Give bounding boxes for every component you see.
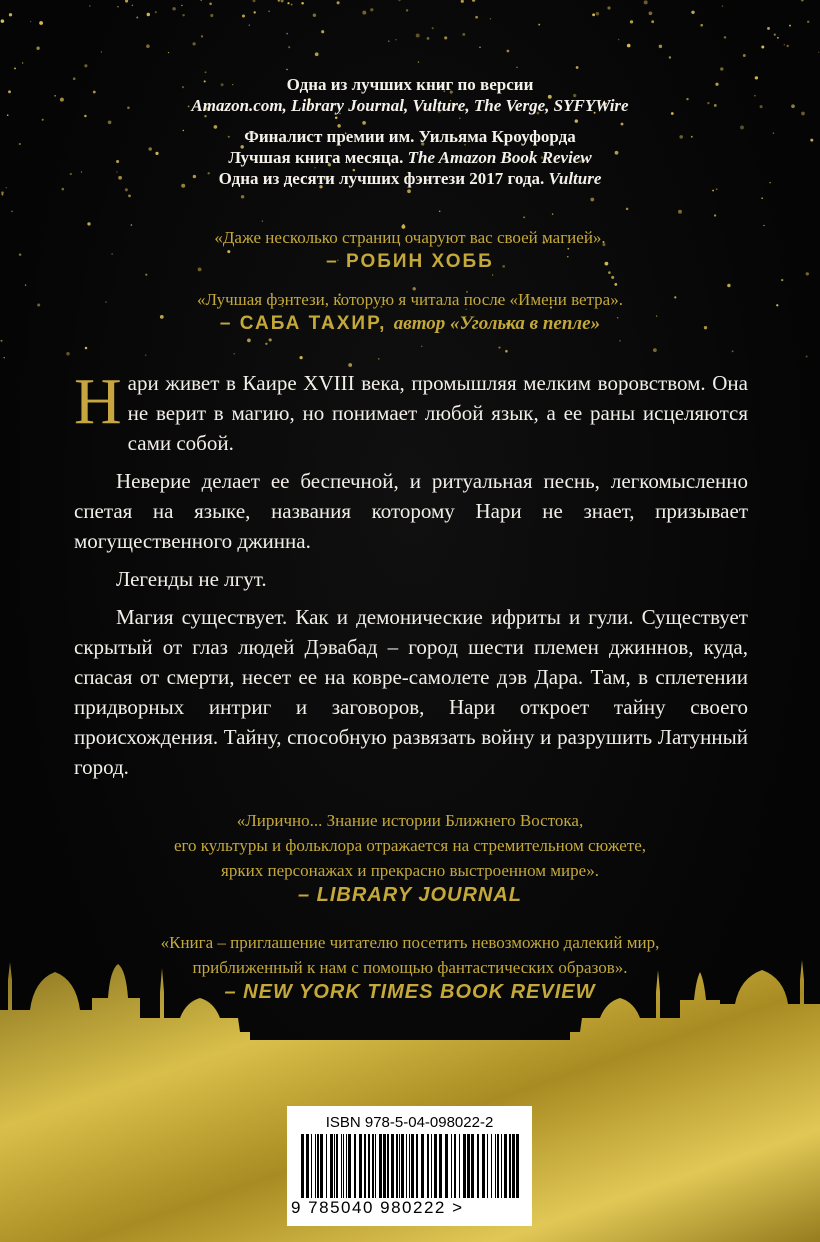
barcode-icon: [301, 1134, 521, 1202]
star: [265, 343, 267, 345]
star: [490, 18, 492, 20]
star: [421, 346, 422, 347]
star: [247, 339, 251, 343]
star: [659, 45, 662, 48]
star: [492, 274, 493, 275]
star: [85, 347, 88, 350]
star: [210, 14, 213, 17]
barcode-bar: [406, 1134, 407, 1198]
star: [406, 9, 408, 11]
award-line: Одна из лучших книг по версии: [286, 75, 534, 94]
star: [249, 25, 250, 26]
star: [714, 214, 716, 216]
star: [315, 52, 319, 56]
star: [378, 358, 379, 359]
star: [626, 208, 629, 211]
star: [461, 0, 464, 3]
barcode-bar: [495, 1134, 496, 1198]
drop-cap: Н: [74, 365, 122, 438]
barcode-bar: [501, 1134, 502, 1198]
star: [630, 20, 633, 23]
barcode-bar: [463, 1134, 466, 1198]
star: [348, 363, 352, 367]
star: [786, 45, 788, 47]
star: [727, 284, 730, 287]
barcode-bar: [359, 1134, 362, 1198]
synopsis-paragraph: Неверие делает ее беспечной, и ритуальная песнь, легкомысленно спетая на языке, названия которому Нари не знает, призывает могущественного джинна.: [74, 469, 748, 553]
star: [286, 69, 287, 70]
star: [801, 0, 804, 1]
barcode-bar: [411, 1134, 414, 1198]
star: [619, 340, 620, 341]
star: [200, 0, 202, 1]
star: [321, 30, 324, 33]
star: [507, 50, 510, 53]
quote-text: «Даже несколько страниц очаруют вас своей магией».: [214, 228, 606, 247]
barcode-bar: [401, 1134, 404, 1198]
award-line: Лучшая книга месяца. The Amazon Book Review: [228, 148, 592, 167]
award-line: Одна из десяти лучших фэнтези 2017 года. Vulture: [218, 169, 602, 188]
barcode-bar: [348, 1134, 351, 1198]
star: [806, 356, 808, 358]
star: [472, 0, 475, 2]
star: [22, 62, 23, 63]
star: [242, 15, 245, 18]
barcode-bar: [451, 1134, 452, 1198]
barcode-bar: [445, 1134, 448, 1198]
barcode-bar: [326, 1134, 327, 1198]
star: [9, 13, 12, 16]
barcode-bar: [311, 1134, 312, 1198]
star: [281, 0, 284, 2]
star: [678, 210, 682, 214]
star: [136, 17, 138, 19]
star: [732, 350, 734, 352]
barcode-bar: [334, 1134, 335, 1198]
star: [395, 39, 396, 40]
barcode-bar: [336, 1134, 338, 1198]
star: [669, 56, 671, 58]
star: [523, 216, 525, 218]
barcode-bar: [454, 1134, 456, 1198]
barcode-bar: [306, 1134, 309, 1198]
barcode-bar: [330, 1134, 333, 1198]
barcode-panel: [287, 1106, 532, 1226]
star: [25, 284, 26, 285]
star: [818, 52, 819, 53]
star: [205, 71, 207, 73]
barcode-bar: [509, 1134, 511, 1198]
barcode-bar: [427, 1134, 429, 1198]
star: [301, 2, 304, 4]
barcode-digits: 9 785040 980222 >: [291, 1198, 464, 1217]
barcode-bar: [364, 1134, 366, 1198]
award-line: Финалист премии им. Уильяма Кроуфорда: [244, 127, 576, 146]
barcode-bar: [383, 1134, 386, 1198]
star: [117, 6, 119, 8]
star: [516, 67, 517, 68]
star: [269, 338, 272, 341]
star: [552, 213, 553, 214]
star: [84, 64, 87, 67]
star: [592, 13, 595, 16]
star: [416, 34, 420, 38]
barcode-bar: [467, 1134, 470, 1198]
barcode-bar: [416, 1134, 418, 1198]
star: [462, 33, 465, 36]
quote-author: – РОБИН ХОББ: [326, 251, 494, 272]
quote-line: приближенный к нам с помощью фантастических образов».: [192, 958, 628, 977]
barcode-bar: [396, 1134, 398, 1198]
barcode-bar: [317, 1134, 319, 1198]
synopsis-paragraph: Нари живет в Каире XVIII века, промышляя мелким воровством. Она не верит в магию, но понимает любой язык, а ее раны исцеляются сами собой.: [74, 365, 748, 455]
star: [125, 0, 128, 3]
star: [11, 211, 13, 213]
barcode-bar: [346, 1134, 347, 1198]
isbn-label: ISBN 978-5-04-098022-2: [325, 1114, 494, 1131]
quote-hobb: [0, 226, 820, 274]
star: [653, 348, 657, 352]
barcode-bar: [399, 1134, 400, 1198]
barcode-bar: [368, 1134, 370, 1198]
barcode-bar: [301, 1134, 304, 1198]
star: [538, 24, 540, 26]
star: [439, 210, 440, 211]
star: [291, 4, 293, 6]
star: [132, 5, 133, 6]
barcode-bar: [439, 1134, 442, 1198]
star: [761, 46, 764, 49]
barcode-bar: [391, 1134, 394, 1198]
star: [784, 44, 785, 45]
star: [418, 61, 419, 62]
barcode-bar: [343, 1134, 344, 1198]
star: [498, 347, 500, 349]
star: [147, 13, 150, 16]
barcode-bar: [375, 1134, 376, 1198]
star: [505, 350, 508, 353]
quote-tahir: [0, 288, 820, 336]
barcode-bar: [459, 1134, 460, 1198]
star: [0, 340, 2, 342]
star: [145, 354, 147, 356]
barcode-bar: [431, 1134, 432, 1198]
star: [66, 352, 70, 356]
star: [724, 36, 727, 39]
star: [691, 11, 694, 14]
barcode-bar: [379, 1134, 382, 1198]
barcode-bar: [372, 1134, 374, 1198]
star: [611, 276, 614, 279]
quote-line: ярких персонажах и прекрасно выстроенном мире».: [221, 861, 599, 880]
star: [36, 47, 39, 50]
star: [181, 5, 183, 7]
star: [89, 5, 91, 7]
barcode-bar: [387, 1134, 389, 1198]
star: [614, 283, 617, 286]
barcode-bar: [315, 1134, 316, 1198]
star: [262, 220, 263, 221]
barcode-bar: [482, 1134, 485, 1198]
star: [288, 46, 290, 48]
star: [807, 21, 809, 23]
barcode-bar: [491, 1134, 492, 1198]
synopsis-paragraph: Магия существует. Как и демонические ифриты и гули. Существует скрытый от глаз людей Дэвабад – город шести племен джиннов, куда, спасая от смерти, несет ее на ковре-самолете дэв Дара. Там, в сплетении придворных интриг и заговоров, Нари откроет тайну своего происхождения. Тайну, способную развязать войну и разрушить Латунный город.: [74, 605, 748, 779]
star: [720, 67, 723, 70]
award-sources: Amazon.com, Library Journal, Vulture, The Verge, SYFYWire: [191, 96, 629, 115]
star: [427, 37, 430, 40]
star: [254, 11, 256, 13]
star: [789, 25, 791, 27]
star: [651, 20, 654, 23]
star: [370, 8, 373, 11]
star: [767, 27, 770, 30]
star: [286, 33, 288, 35]
star: [233, 353, 235, 355]
barcode-bar: [516, 1134, 519, 1198]
barcode-bar: [320, 1134, 323, 1198]
star: [30, 21, 31, 22]
star: [479, 47, 481, 49]
star: [432, 27, 434, 29]
star: [287, 2, 289, 4]
star: [777, 37, 779, 39]
barcode-bar: [504, 1134, 507, 1198]
quote-author: – LIBRARY JOURNAL: [297, 884, 523, 906]
star: [444, 36, 447, 39]
star: [209, 3, 212, 6]
star: [253, 0, 256, 2]
star: [362, 11, 366, 15]
quote-library-journal: [0, 808, 820, 908]
star: [182, 14, 184, 16]
star: [299, 356, 302, 359]
barcode-bar: [477, 1134, 479, 1198]
star: [607, 6, 610, 9]
barcode-bar: [512, 1134, 515, 1198]
barcode-bar: [421, 1134, 424, 1198]
star: [743, 54, 746, 57]
star: [337, 1, 340, 4]
star: [781, 279, 783, 281]
star: [475, 16, 478, 19]
quote-text: «Лучшая фэнтези, которую я читала после «Имени ветра».: [197, 290, 623, 309]
star: [192, 42, 195, 45]
star: [576, 66, 579, 69]
barcode-bar: [497, 1134, 499, 1198]
star: [39, 21, 43, 25]
barcode-bar: [341, 1134, 342, 1198]
barcode-bar: [487, 1134, 488, 1198]
star: [313, 13, 316, 16]
star: [649, 11, 653, 15]
synopsis: [74, 365, 748, 790]
star: [700, 24, 703, 27]
awards-block: [0, 74, 820, 199]
star: [1, 19, 5, 23]
barcode-bar: [354, 1134, 356, 1198]
star: [201, 35, 203, 37]
star: [398, 0, 400, 1]
star: [644, 0, 648, 4]
quote-line: «Лирично... Знание истории Ближнего Востока,: [236, 811, 584, 830]
quote-author: – NEW YORK TIMES BOOK REVIEW: [224, 981, 596, 1003]
star: [155, 11, 157, 13]
star: [101, 51, 103, 53]
star: [146, 44, 150, 48]
star: [3, 357, 4, 358]
star: [596, 12, 600, 16]
synopsis-paragraph: Легенды не лгут.: [116, 567, 267, 591]
star: [774, 34, 776, 36]
star: [618, 39, 620, 41]
star: [172, 7, 175, 10]
barcode-bar: [434, 1134, 437, 1198]
barcode-bar: [471, 1134, 474, 1198]
star: [268, 11, 269, 12]
star: [627, 44, 631, 48]
star: [168, 52, 169, 53]
quote-line: «Книга – приглашение читателю посетить невозможно далекий мир,: [160, 933, 660, 952]
quote-line: его культуры и фольклора отражается на стремительном сюжете,: [173, 836, 647, 855]
star: [722, 5, 723, 6]
star: [14, 67, 16, 69]
barcode-bar: [409, 1134, 410, 1198]
quote-author: – САБА ТАХИР, автор «Уголька в пепле»: [219, 313, 601, 334]
star: [388, 40, 389, 41]
